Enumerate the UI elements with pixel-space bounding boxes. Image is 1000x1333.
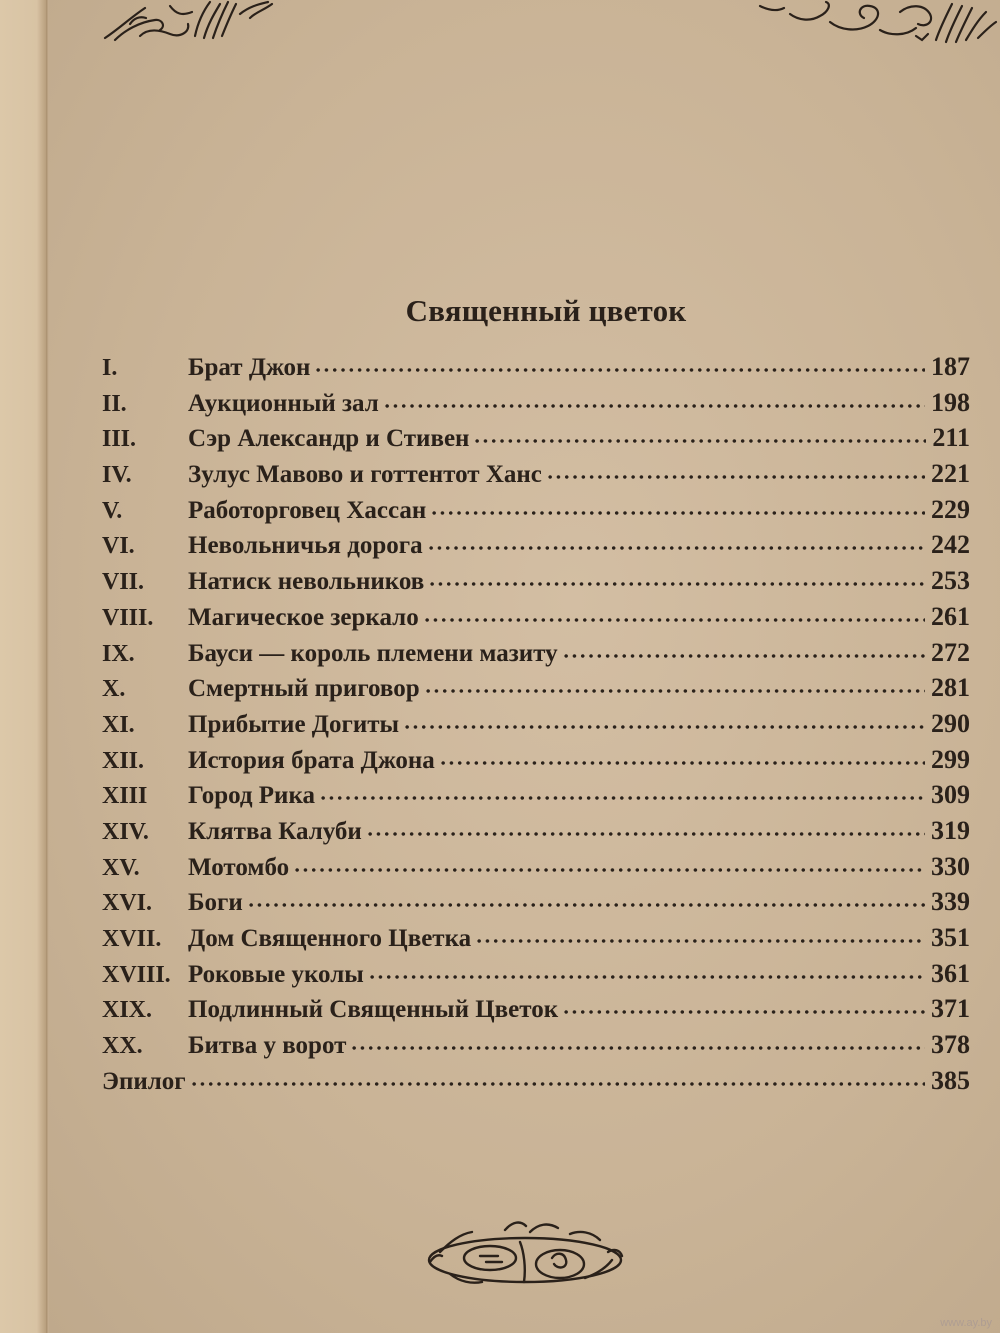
ornament-bottom — [420, 1212, 630, 1292]
toc-entry — [102, 994, 970, 1030]
chapter-number: XX. — [102, 1033, 143, 1060]
dot-leader — [439, 759, 925, 767]
chapter-title: Аукционный зал — [188, 389, 379, 417]
dot-leader — [475, 937, 925, 945]
chapter-number: IV. — [102, 462, 132, 489]
chapter-title: Невольничья дорога — [188, 532, 423, 560]
toc-entry — [102, 816, 970, 852]
dot-leader — [562, 652, 925, 660]
toc-entry — [102, 673, 970, 709]
chapter-title: Смертный приговор — [188, 675, 420, 703]
chapter-title: Мотомбо — [188, 853, 290, 881]
chapter-number: V. — [102, 497, 123, 524]
chapter-title: Дом Священного Цветка — [188, 925, 472, 952]
page-number: 351 — [931, 923, 970, 952]
dot-leader — [403, 723, 925, 731]
page-number: 272 — [931, 637, 970, 667]
chapter-title: Подлинный Священный Цветок — [188, 996, 559, 1024]
toc-entry-epilogue — [102, 1066, 970, 1102]
chapter-title: Сэр Александр и Стивен — [188, 425, 470, 453]
dot-leader — [383, 402, 925, 410]
chapter-number: II. — [102, 390, 127, 417]
page-number: 385 — [931, 1065, 970, 1095]
section-heading: Священный цветок — [405, 292, 687, 328]
chapter-number: VI. — [102, 533, 135, 560]
chapter-title: Прибытие Догиты — [188, 710, 400, 738]
toc-entry — [102, 780, 970, 816]
chapter-number: X. — [102, 676, 126, 703]
chapter-title: Клятва Калуби — [188, 817, 362, 845]
toc-entry — [102, 566, 970, 602]
chapter-title: Город Рика — [188, 782, 315, 810]
chapter-number: XI. — [102, 711, 135, 738]
dot-leader — [424, 687, 925, 695]
dot-leader — [314, 366, 925, 374]
page-number: 229 — [931, 494, 970, 524]
page-number: 281 — [931, 673, 970, 703]
toc-entry — [102, 745, 970, 781]
page-number: 371 — [931, 994, 970, 1024]
chapter-title: Брат Джон — [188, 354, 311, 381]
chapter-number: XIV. — [102, 818, 149, 845]
chapter-number: XVIII. — [102, 961, 171, 988]
page-number: 211 — [932, 423, 970, 453]
chapter-number: XIII — [102, 783, 148, 810]
page-number: 221 — [931, 459, 970, 489]
dot-leader — [562, 1008, 925, 1016]
page-number: 187 — [931, 352, 970, 381]
dot-leader — [368, 973, 925, 981]
watermark: www.ay.by — [940, 1317, 992, 1329]
dot-leader — [427, 544, 925, 552]
chapter-title: Боги — [188, 889, 243, 917]
toc-entry — [102, 388, 970, 424]
chapter-title: Работорговец Хассан — [188, 496, 427, 524]
dot-leader — [473, 437, 926, 445]
toc-entry — [102, 887, 970, 923]
page-number: 242 — [931, 530, 970, 560]
dot-leader — [319, 794, 925, 802]
toc-entry — [102, 495, 970, 531]
page-number: 253 — [931, 566, 970, 596]
page-number: 330 — [931, 851, 970, 881]
toc-entry — [102, 352, 970, 388]
chapter-number: III. — [102, 426, 137, 453]
dot-leader — [430, 509, 925, 517]
page-number: 361 — [931, 958, 970, 988]
chapter-title: Роковые уколы — [188, 960, 364, 988]
toc-entry — [102, 959, 970, 995]
chapter-number: XVI. — [102, 890, 153, 917]
chapter-title: Эпилог — [102, 1067, 186, 1095]
page-number: 339 — [931, 887, 970, 917]
toc-entry — [102, 923, 970, 959]
chapter-title: Натиск невольников — [188, 568, 425, 596]
chapter-number: VII. — [102, 569, 145, 596]
chapter-number: XV. — [102, 854, 140, 881]
dot-leader — [423, 616, 925, 624]
ornament-top-right — [740, 0, 1000, 46]
table-of-contents — [102, 352, 970, 1101]
chapter-title: Бауси — король племени мазиту — [188, 639, 558, 667]
ornament-top-left — [100, 0, 310, 42]
dot-leader — [546, 473, 925, 481]
toc-entry — [102, 709, 970, 745]
dot-leader — [350, 1044, 925, 1052]
page-number: 198 — [931, 387, 970, 417]
toc-entry — [102, 1030, 970, 1066]
dot-leader — [190, 1080, 925, 1088]
toc-entry — [102, 423, 970, 459]
chapter-number: IX. — [102, 640, 135, 667]
adjacent-page-edge — [0, 0, 46, 1333]
chapter-number: I. — [102, 355, 118, 381]
chapter-title: Битва у ворот — [188, 1032, 347, 1060]
chapter-title: Зулус Мавово и готтентот Ханс — [188, 461, 542, 489]
toc-entry — [102, 459, 970, 495]
dot-leader — [293, 866, 925, 874]
chapter-title: История брата Джона — [188, 746, 435, 774]
chapter-number: XVII. — [102, 926, 162, 952]
toc-entry — [102, 602, 970, 638]
page-number: 261 — [931, 601, 970, 631]
chapter-number: XII. — [102, 747, 145, 774]
chapter-title: Магическое зеркало — [188, 603, 419, 631]
dot-leader — [366, 830, 925, 838]
toc-entry — [102, 852, 970, 888]
chapter-number: VIII. — [102, 604, 154, 631]
page-number: 309 — [931, 780, 970, 810]
page-number: 299 — [931, 744, 970, 774]
page-number: 290 — [931, 708, 970, 738]
toc-entry — [102, 638, 970, 674]
dot-leader — [247, 901, 925, 909]
dot-leader — [428, 580, 925, 588]
page-number: 319 — [931, 815, 970, 845]
toc-entry — [102, 530, 970, 566]
chapter-number: XIX. — [102, 997, 153, 1024]
page-number: 378 — [931, 1030, 970, 1060]
